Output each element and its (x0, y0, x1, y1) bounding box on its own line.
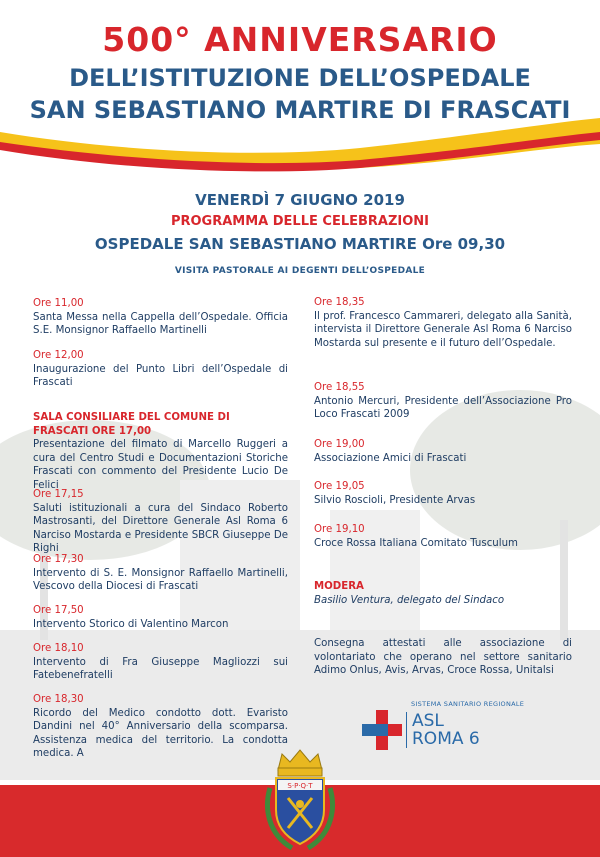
anniversary-title: 500° ANNIVERSARIO (102, 20, 498, 59)
program-entry (33, 553, 288, 594)
entry-time: Ore 11,00 (33, 298, 84, 309)
program-entry (33, 604, 288, 631)
program-heading: PROGRAMMA DELLE CELEBRAZIONI (170, 214, 430, 229)
entry-time: Ore 19,00 (314, 439, 365, 450)
moderator-label: MODERA (314, 581, 364, 592)
asl-roma6-logo (362, 700, 562, 760)
entry-text: Antonio Mercuri, Presidente dell’Associazione Pro Loco Frascati 2009 (314, 395, 572, 421)
entry-text: Inaugurazione del Punto Libri dell’Ospedale di Frascati (33, 363, 288, 389)
asl-name-line2: ROMA 6 (412, 729, 480, 749)
entry-time: Ore 19,10 (314, 524, 365, 535)
program-entry (33, 488, 288, 556)
program-entry (314, 296, 572, 350)
program-entry (33, 411, 288, 493)
program-entry (314, 438, 572, 465)
entry-time: Ore 17,15 (33, 489, 84, 500)
subtitle-line-2: SAN SEBASTIANO MARTIRE DI FRASCATI (29, 96, 571, 124)
entry-time: SALA CONSILIARE DEL COMUNE DI FRASCATI ORE 17,00 (33, 412, 230, 437)
crest-motto: S·P·Q·T (287, 782, 313, 790)
asl-name-line1: ASL (412, 711, 444, 731)
entry-time: Ore 18,10 (33, 643, 84, 654)
entry-time: Ore 17,30 (33, 554, 84, 565)
program-entry (33, 349, 288, 390)
entry-time: Ore 18,30 (33, 694, 84, 705)
asl-name (412, 712, 480, 748)
frascati-crest-icon (262, 748, 338, 854)
entry-time: Ore 12,00 (33, 350, 84, 361)
entry-time: Ore 17,50 (33, 605, 84, 616)
entry-text: Consegna attestati alle associazione di volontariato che operano nel settore sanitario Adimo Onlus, Avis, Arvas, Croce Rossa, Unitalsi (314, 638, 572, 677)
asl-divider (406, 712, 407, 748)
certificates-entry (314, 637, 572, 678)
entry-text: Intervento di Fra Giuseppe Magliozzi sui Fatebenefratelli (33, 656, 288, 682)
program-entry (33, 297, 288, 338)
program-entry (314, 381, 572, 422)
entry-time: Ore 18,55 (314, 382, 365, 393)
moderator-name: Basilio Ventura, delegato del Sindaco (314, 594, 505, 606)
entry-text: Santa Messa nella Cappella dell’Ospedale. Officia S.E. Monsignor Raffaello Martinelli (33, 311, 288, 337)
subtitle-line-1: DELL’ISTITUZIONE DELL’OSPEDALE (69, 64, 531, 92)
entry-time: Ore 18,35 (314, 297, 365, 308)
entry-text: Intervento di S. E. Monsignor Raffaello Martinelli, Vescovo della Diocesi di Frascati (33, 567, 288, 593)
entry-time: Ore 19,05 (314, 481, 365, 492)
entry-text: Presentazione del filmato di Marcello Ruggeri a cura del Centro Studi e Documentazioni Storiche Frascati con commento del Presidente Lucio De Felici (33, 439, 288, 491)
entry-text: Associazione Amici di Frascati (314, 452, 467, 464)
entry-text: Silvio Roscioli, Presidente Arvas (314, 494, 476, 506)
venue-heading: OSPEDALE SAN SEBASTIANO MARTIRE Ore 09,30 (94, 235, 506, 253)
decorative-wave (0, 118, 600, 178)
program-entry (314, 523, 572, 550)
health-cross-icon (362, 710, 402, 750)
program-entry (314, 480, 572, 507)
entry-text: Intervento Storico di Valentino Marcon (33, 618, 229, 630)
program-entry (33, 693, 288, 761)
pastoral-visit: VISITA PASTORALE AI DEGENTI DELL’OSPEDALE (174, 266, 426, 276)
asl-system-label: SISTEMA SANITARIO REGIONALE (411, 700, 525, 708)
entry-text: Croce Rossa Italiana Comitato Tusculum (314, 537, 518, 549)
moderator-entry (314, 580, 572, 607)
entry-text: Saluti istituzionali a cura del Sindaco Roberto Mastrosanti, del Direttore Generale Asl Roma 6 Narciso Mostarda e Presidente SBCR Giuseppe De Righi (33, 502, 288, 555)
entry-text: Ricordo del Medico condotto dott. Evaristo Dandini nel 40° Anniversario della scomparsa. Assistenza medica del territorio. La condotta medica. A (33, 707, 288, 760)
program-entry (33, 642, 288, 683)
entry-text: Il prof. Francesco Cammareri, delegato alla Sanità, intervista il Direttore Generale Asl Roma 6 Narciso Mostarda sul presente e il futuro dell’Ospedale. (314, 310, 572, 349)
event-date: VENERDÌ 7 GIUGNO 2019 (195, 191, 405, 209)
